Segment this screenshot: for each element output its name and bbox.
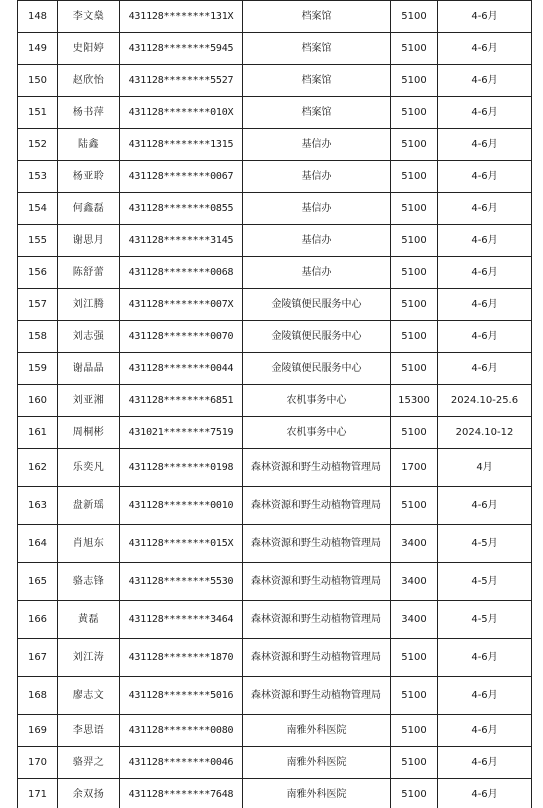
id-number-cell: 431128********5945 [120, 33, 243, 65]
name-cell: 史阳婷 [58, 33, 120, 65]
table-row [18, 353, 532, 385]
work-unit-cell: 基信办 [243, 225, 391, 257]
id-number-cell: 431128********131X [120, 1, 243, 33]
table-row [18, 225, 532, 257]
id-number-cell: 431128********0044 [120, 353, 243, 385]
row-number-cell: 170 [18, 747, 58, 779]
row-number-cell: 166 [18, 601, 58, 639]
work-unit-cell: 森林资源和野生动植物管理局 [243, 525, 391, 563]
amount-cell: 5100 [391, 487, 438, 525]
table-row [18, 747, 532, 779]
name-cell: 李文燊 [58, 1, 120, 33]
row-number-cell: 168 [18, 677, 58, 715]
work-unit-cell: 基信办 [243, 161, 391, 193]
table-row [18, 779, 532, 808]
amount-cell: 5100 [391, 677, 438, 715]
period-cell: 4-6月 [438, 257, 532, 289]
table-row [18, 321, 532, 353]
row-number-cell: 155 [18, 225, 58, 257]
name-cell: 陆鑫 [58, 129, 120, 161]
period-cell: 2024.10-12 [438, 417, 532, 449]
work-unit-cell: 基信办 [243, 257, 391, 289]
table-row [18, 601, 532, 639]
id-number-cell: 431128********0070 [120, 321, 243, 353]
row-number-cell: 161 [18, 417, 58, 449]
period-cell: 4-5月 [438, 563, 532, 601]
row-number-cell: 158 [18, 321, 58, 353]
period-cell: 2024.10-25.6 [438, 385, 532, 417]
amount-cell: 5100 [391, 257, 438, 289]
id-number-cell: 431128********0046 [120, 747, 243, 779]
name-cell: 何鑫磊 [58, 193, 120, 225]
name-cell: 盘新瑶 [58, 487, 120, 525]
id-number-cell: 431128********007X [120, 289, 243, 321]
work-unit-cell: 档案馆 [243, 65, 391, 97]
period-cell: 4-6月 [438, 97, 532, 129]
work-unit-cell: 档案馆 [243, 97, 391, 129]
id-number-cell: 431128********1870 [120, 639, 243, 677]
row-number-cell: 154 [18, 193, 58, 225]
amount-cell: 5100 [391, 353, 438, 385]
work-unit-cell: 金陵镇便民服务中心 [243, 321, 391, 353]
name-cell: 骆羿之 [58, 747, 120, 779]
period-cell: 4月 [438, 449, 532, 487]
work-unit-cell: 南雅外科医院 [243, 779, 391, 808]
table-row [18, 487, 532, 525]
name-cell: 周桐彬 [58, 417, 120, 449]
name-cell: 刘江涛 [58, 639, 120, 677]
work-unit-cell: 基信办 [243, 193, 391, 225]
work-unit-cell: 森林资源和野生动植物管理局 [243, 563, 391, 601]
period-cell: 4-6月 [438, 677, 532, 715]
period-cell: 4-6月 [438, 639, 532, 677]
id-number-cell: 431128********7648 [120, 779, 243, 808]
amount-cell: 5100 [391, 33, 438, 65]
id-number-cell: 431128********6851 [120, 385, 243, 417]
name-cell: 乐奕凡 [58, 449, 120, 487]
amount-cell: 5100 [391, 193, 438, 225]
row-number-cell: 171 [18, 779, 58, 808]
work-unit-cell: 农机事务中心 [243, 417, 391, 449]
id-number-cell: 431128********010X [120, 97, 243, 129]
period-cell: 4-6月 [438, 161, 532, 193]
amount-cell: 3400 [391, 601, 438, 639]
period-cell: 4-6月 [438, 65, 532, 97]
table-row [18, 715, 532, 747]
amount-cell: 5100 [391, 417, 438, 449]
id-number-cell: 431128********0855 [120, 193, 243, 225]
table-row [18, 129, 532, 161]
name-cell: 谢晶晶 [58, 353, 120, 385]
amount-cell: 5100 [391, 1, 438, 33]
amount-cell: 5100 [391, 747, 438, 779]
work-unit-cell: 森林资源和野生动植物管理局 [243, 677, 391, 715]
id-number-cell: 431128********1315 [120, 129, 243, 161]
row-number-cell: 165 [18, 563, 58, 601]
row-number-cell: 156 [18, 257, 58, 289]
work-unit-cell: 南雅外科医院 [243, 715, 391, 747]
amount-cell: 5100 [391, 639, 438, 677]
work-unit-cell: 档案馆 [243, 1, 391, 33]
name-cell: 陈舒蕾 [58, 257, 120, 289]
name-cell: 赵欣怡 [58, 65, 120, 97]
work-unit-cell: 档案馆 [243, 33, 391, 65]
table-row [18, 449, 532, 487]
amount-cell: 5100 [391, 715, 438, 747]
table-row [18, 289, 532, 321]
period-cell: 4-6月 [438, 289, 532, 321]
name-cell: 刘志强 [58, 321, 120, 353]
name-cell: 刘江腾 [58, 289, 120, 321]
amount-cell: 5100 [391, 225, 438, 257]
id-number-cell: 431128********5530 [120, 563, 243, 601]
name-cell: 谢思月 [58, 225, 120, 257]
row-number-cell: 152 [18, 129, 58, 161]
period-cell: 4-6月 [438, 225, 532, 257]
amount-cell: 5100 [391, 321, 438, 353]
work-unit-cell: 森林资源和野生动植物管理局 [243, 639, 391, 677]
name-cell: 黄磊 [58, 601, 120, 639]
period-cell: 4-6月 [438, 193, 532, 225]
amount-cell: 5100 [391, 129, 438, 161]
amount-cell: 5100 [391, 289, 438, 321]
work-unit-cell: 南雅外科医院 [243, 747, 391, 779]
table-row [18, 525, 532, 563]
row-number-cell: 151 [18, 97, 58, 129]
period-cell: 4-5月 [438, 601, 532, 639]
id-number-cell: 431128********3464 [120, 601, 243, 639]
period-cell: 4-6月 [438, 715, 532, 747]
table-row [18, 161, 532, 193]
subsidy-roster-table [17, 0, 532, 808]
period-cell: 4-6月 [438, 747, 532, 779]
row-number-cell: 162 [18, 449, 58, 487]
table-body [18, 1, 532, 808]
row-number-cell: 164 [18, 525, 58, 563]
period-cell: 4-6月 [438, 353, 532, 385]
name-cell: 骆志锋 [58, 563, 120, 601]
name-cell: 杨亚聆 [58, 161, 120, 193]
name-cell: 李思语 [58, 715, 120, 747]
amount-cell: 5100 [391, 65, 438, 97]
id-number-cell: 431128********0010 [120, 487, 243, 525]
period-cell: 4-6月 [438, 1, 532, 33]
work-unit-cell: 农机事务中心 [243, 385, 391, 417]
work-unit-cell: 森林资源和野生动植物管理局 [243, 601, 391, 639]
table-row [18, 257, 532, 289]
work-unit-cell: 森林资源和野生动植物管理局 [243, 487, 391, 525]
table-row [18, 677, 532, 715]
name-cell: 肖旭东 [58, 525, 120, 563]
row-number-cell: 159 [18, 353, 58, 385]
row-number-cell: 167 [18, 639, 58, 677]
id-number-cell: 431128********0068 [120, 257, 243, 289]
table-row [18, 65, 532, 97]
amount-cell: 5100 [391, 779, 438, 808]
period-cell: 4-6月 [438, 487, 532, 525]
id-number-cell: 431021********7519 [120, 417, 243, 449]
table-row [18, 1, 532, 33]
table-row [18, 97, 532, 129]
amount-cell: 5100 [391, 97, 438, 129]
row-number-cell: 153 [18, 161, 58, 193]
work-unit-cell: 森林资源和野生动植物管理局 [243, 449, 391, 487]
name-cell: 廖志文 [58, 677, 120, 715]
amount-cell: 3400 [391, 525, 438, 563]
period-cell: 4-6月 [438, 129, 532, 161]
table-row [18, 639, 532, 677]
table-row [18, 563, 532, 601]
name-cell: 余双扬 [58, 779, 120, 808]
amount-cell: 1700 [391, 449, 438, 487]
period-cell: 4-6月 [438, 33, 532, 65]
id-number-cell: 431128********5016 [120, 677, 243, 715]
period-cell: 4-6月 [438, 321, 532, 353]
amount-cell: 5100 [391, 161, 438, 193]
id-number-cell: 431128********0067 [120, 161, 243, 193]
id-number-cell: 431128********5527 [120, 65, 243, 97]
row-number-cell: 169 [18, 715, 58, 747]
period-cell: 4-6月 [438, 779, 532, 808]
row-number-cell: 163 [18, 487, 58, 525]
row-number-cell: 160 [18, 385, 58, 417]
row-number-cell: 149 [18, 33, 58, 65]
name-cell: 刘亚湘 [58, 385, 120, 417]
id-number-cell: 431128********0080 [120, 715, 243, 747]
id-number-cell: 431128********3145 [120, 225, 243, 257]
row-number-cell: 157 [18, 289, 58, 321]
row-number-cell: 150 [18, 65, 58, 97]
id-number-cell: 431128********0198 [120, 449, 243, 487]
table-row [18, 385, 532, 417]
table-row [18, 33, 532, 65]
work-unit-cell: 金陵镇便民服务中心 [243, 353, 391, 385]
work-unit-cell: 基信办 [243, 129, 391, 161]
work-unit-cell: 金陵镇便民服务中心 [243, 289, 391, 321]
name-cell: 杨书萍 [58, 97, 120, 129]
table-row [18, 417, 532, 449]
period-cell: 4-5月 [438, 525, 532, 563]
table-row [18, 193, 532, 225]
id-number-cell: 431128********015X [120, 525, 243, 563]
amount-cell: 15300 [391, 385, 438, 417]
row-number-cell: 148 [18, 1, 58, 33]
amount-cell: 3400 [391, 563, 438, 601]
